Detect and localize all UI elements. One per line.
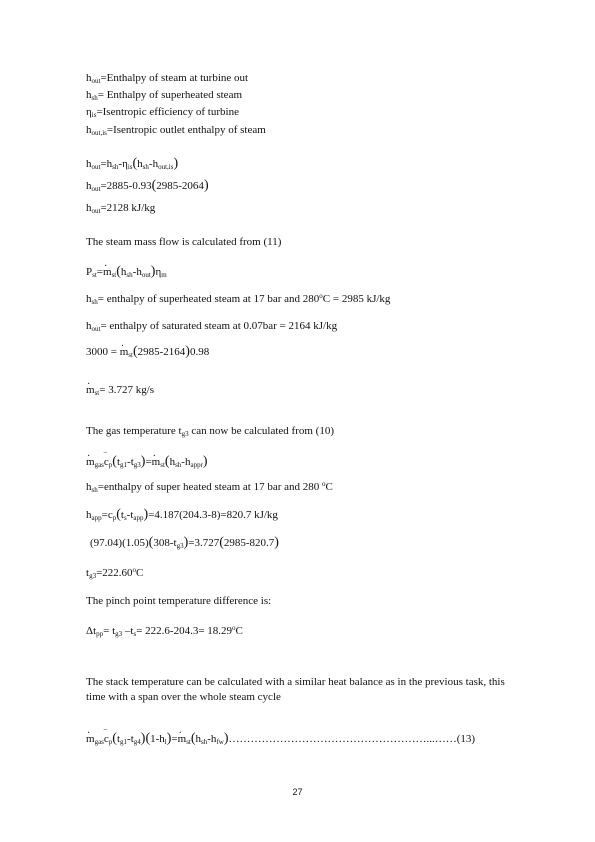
equation-numeric: $(97.04)(1.05)(308-t_{g3})=3.727(2985-820.7)$ [90, 535, 279, 550]
hsh-definition-2: $h_{sh}=enthalpy$ of super heated steam at 17 bar and 280 $^o$C [86, 480, 333, 494]
def-h-sh: $h_{sh}=$ Enthalpy of superheated steam [86, 89, 243, 102]
gas-temp-intro: The gas temperature $t_{g3}$ can now be calculated from (10) [86, 425, 334, 438]
def-h-out: $h_{out}=Enthalpy$ of steam at turbine out [86, 72, 249, 85]
equation-h-out-result: $h_{out}=2128$ kJ/kg [86, 202, 156, 215]
pinch-intro: The pinch point temperature difference is: [86, 595, 272, 607]
page-number: 27 [292, 787, 303, 797]
def-h-out-is: $h_{out,is}=Isentropic$ outlet enthalpy of steam [86, 124, 266, 137]
equation-h-out-values: $h_{out}=2885-0.93(2985-2064)$ [86, 178, 209, 193]
mass-flow-intro: The steam mass flow is calculated from (11) [86, 236, 282, 248]
equation-power: $P_{st}=\cdot m_{st}(h_{sh}-h_{out})\eta_m$ [86, 266, 167, 279]
equation-h-app: $h_{app}=c_p(t_s-t_{app})=4.187(204.3-8)=820.7$ kJ/kg [86, 507, 278, 522]
equation-pinch: $\Delta t_{pp}= t_{g3}$ $-t_s= 222.6-204.3= 18.29^oC$ [86, 624, 243, 638]
def-eta-is: $\eta_{is}=Isentropic$ efficiency of turbine [86, 106, 239, 119]
hsh-definition: $h_{sh}=$ enthalpy of superheated steam at 17 bar and $280^oC = 2985$ kJ/kg [86, 292, 391, 306]
tg3-result: $t_{g3}=222.60^oC$ [86, 566, 144, 580]
equation-13: · $m_{gas}‾$ $c_p(t_{g1}-t_{g4})(1-h_l)=\cdot$ $m_{st}(h_{sh}-h_{fw})\dots\dots\dots\dots\dots\dots\dots\dots\dots\dots\dots\dots\dots\dots\dots\dots\dots\dots...\dots\dots(13)$ [86, 733, 475, 746]
equation-heat-balance: · $m_{gas}‾$ $c_p(t_{g1}-t_{g3})=\cdot m_{st}(h_{sh}-h_{appr})$ [86, 456, 208, 469]
equation-3000: 3000 = · $m_{st}(2985-2164)0.98$ [86, 346, 209, 359]
stack-paragraph: The stack temperature can be calculated with a similar heat balance as in the previous task, this time with a span over the whole steam cycle [86, 676, 505, 703]
hout-definition: $h_{out}=$ enthalpy of saturated steam at 0.07bar = 2164 kJ/kg [86, 320, 338, 333]
mass-flow-result: · $m_{st}= 3.727$ kg/s [86, 384, 154, 397]
equation-h-out-formula: $h_{out}=h_{sh}-\eta_{is}(h_{sh}-h_{out,is})$ [86, 156, 179, 171]
